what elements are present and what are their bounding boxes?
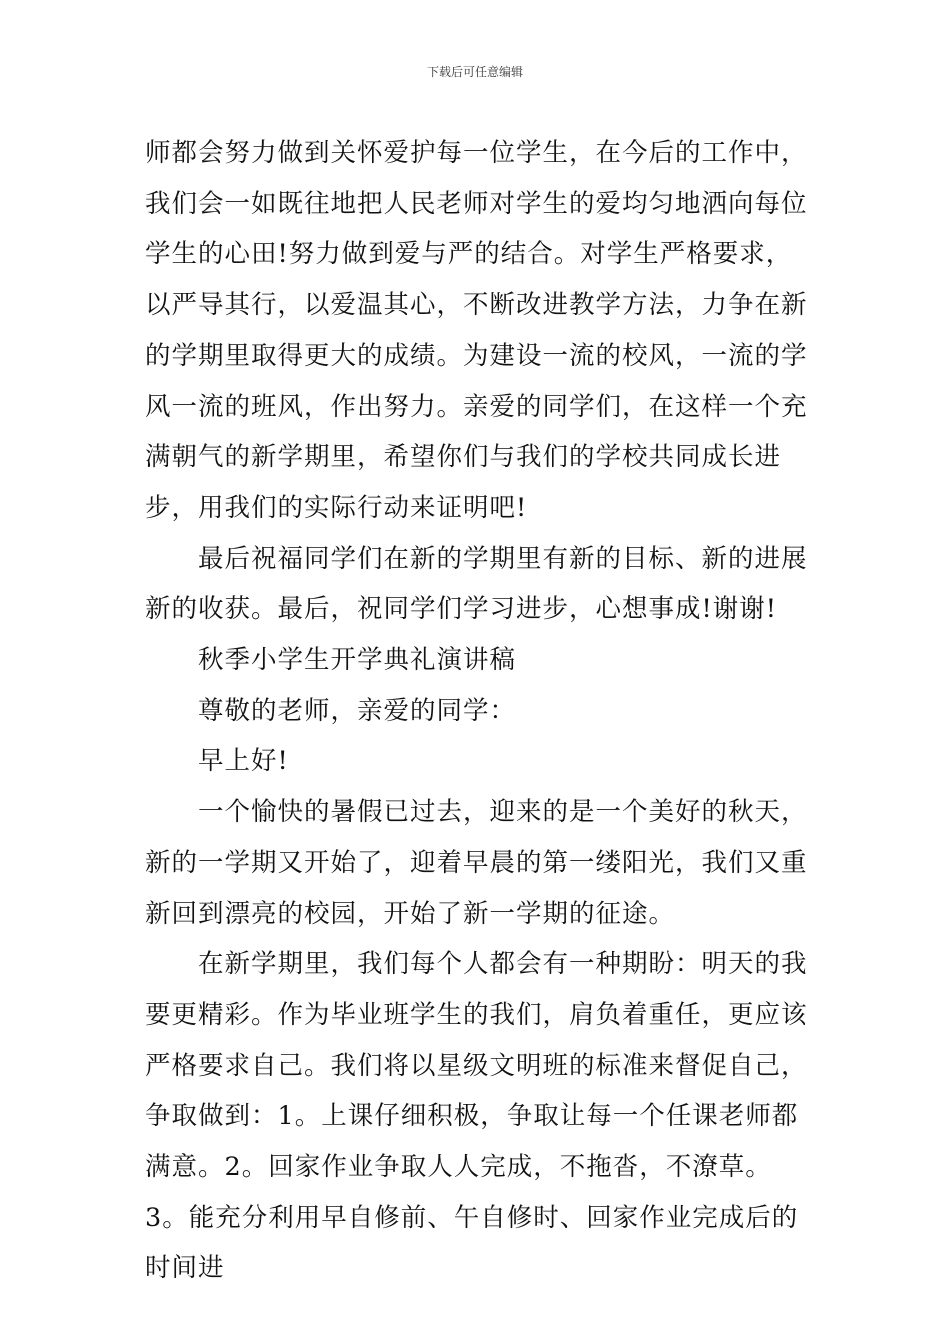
salutation: 尊敬的老师，亲爱的同学： xyxy=(198,695,517,726)
document-body xyxy=(145,128,810,1294)
speech-title: 秋季小学生开学典礼演讲稿 xyxy=(198,645,517,676)
paragraph-expectations: 在新学期里，我们每个人都会有一种期盼：明天的我要更精彩。作为毕业班学生的我们，肩负着重任，更应该严格要求自己。我们将以星级文明班的标准来督促自己，争取做到：1。上课仔细积极，争取让每一个任课老师都满意。2。回家作业争取人人完成，不拖沓，不潦草。3。能充分利用早自修前、午自修时、回家作业完成后的时间进 xyxy=(145,949,808,1284)
paragraph-new-semester: 一个愉快的暑假已过去，迎来的是一个美好的秋天，新的一学期又开始了，迎着早晨的第一缕阳光，我们又重新回到漂亮的校园，开始了新一学期的征途。 xyxy=(145,797,808,929)
page-header: 下载后可任意编辑 xyxy=(426,65,523,79)
paragraph-continuation: 师都会努力做到关怀爱护每一位学生，在今后的工作中，我们会一如既往地把人民老师对学生的爱均匀地洒向每位学生的心田!努力做到爱与严的结合。对学生严格要求，以严导其行，以爱温其心，不断改进教学方法，力争在新的学期里取得更大的成绩。为建设一流的校风，一流的学风一流的班风，作出努力。亲爱的同学们，在这样一个充满朝气的新学期里，希望你们与我们的学校共同成长进步，用我们的实际行动来证明吧! xyxy=(145,138,808,523)
greeting: 早上好! xyxy=(198,746,289,777)
paragraph-closing-wishes: 最后祝福同学们在新的学期里有新的目标、新的进展新的收获。最后，祝同学们学习进步，心想事成!谢谢! xyxy=(145,543,808,625)
